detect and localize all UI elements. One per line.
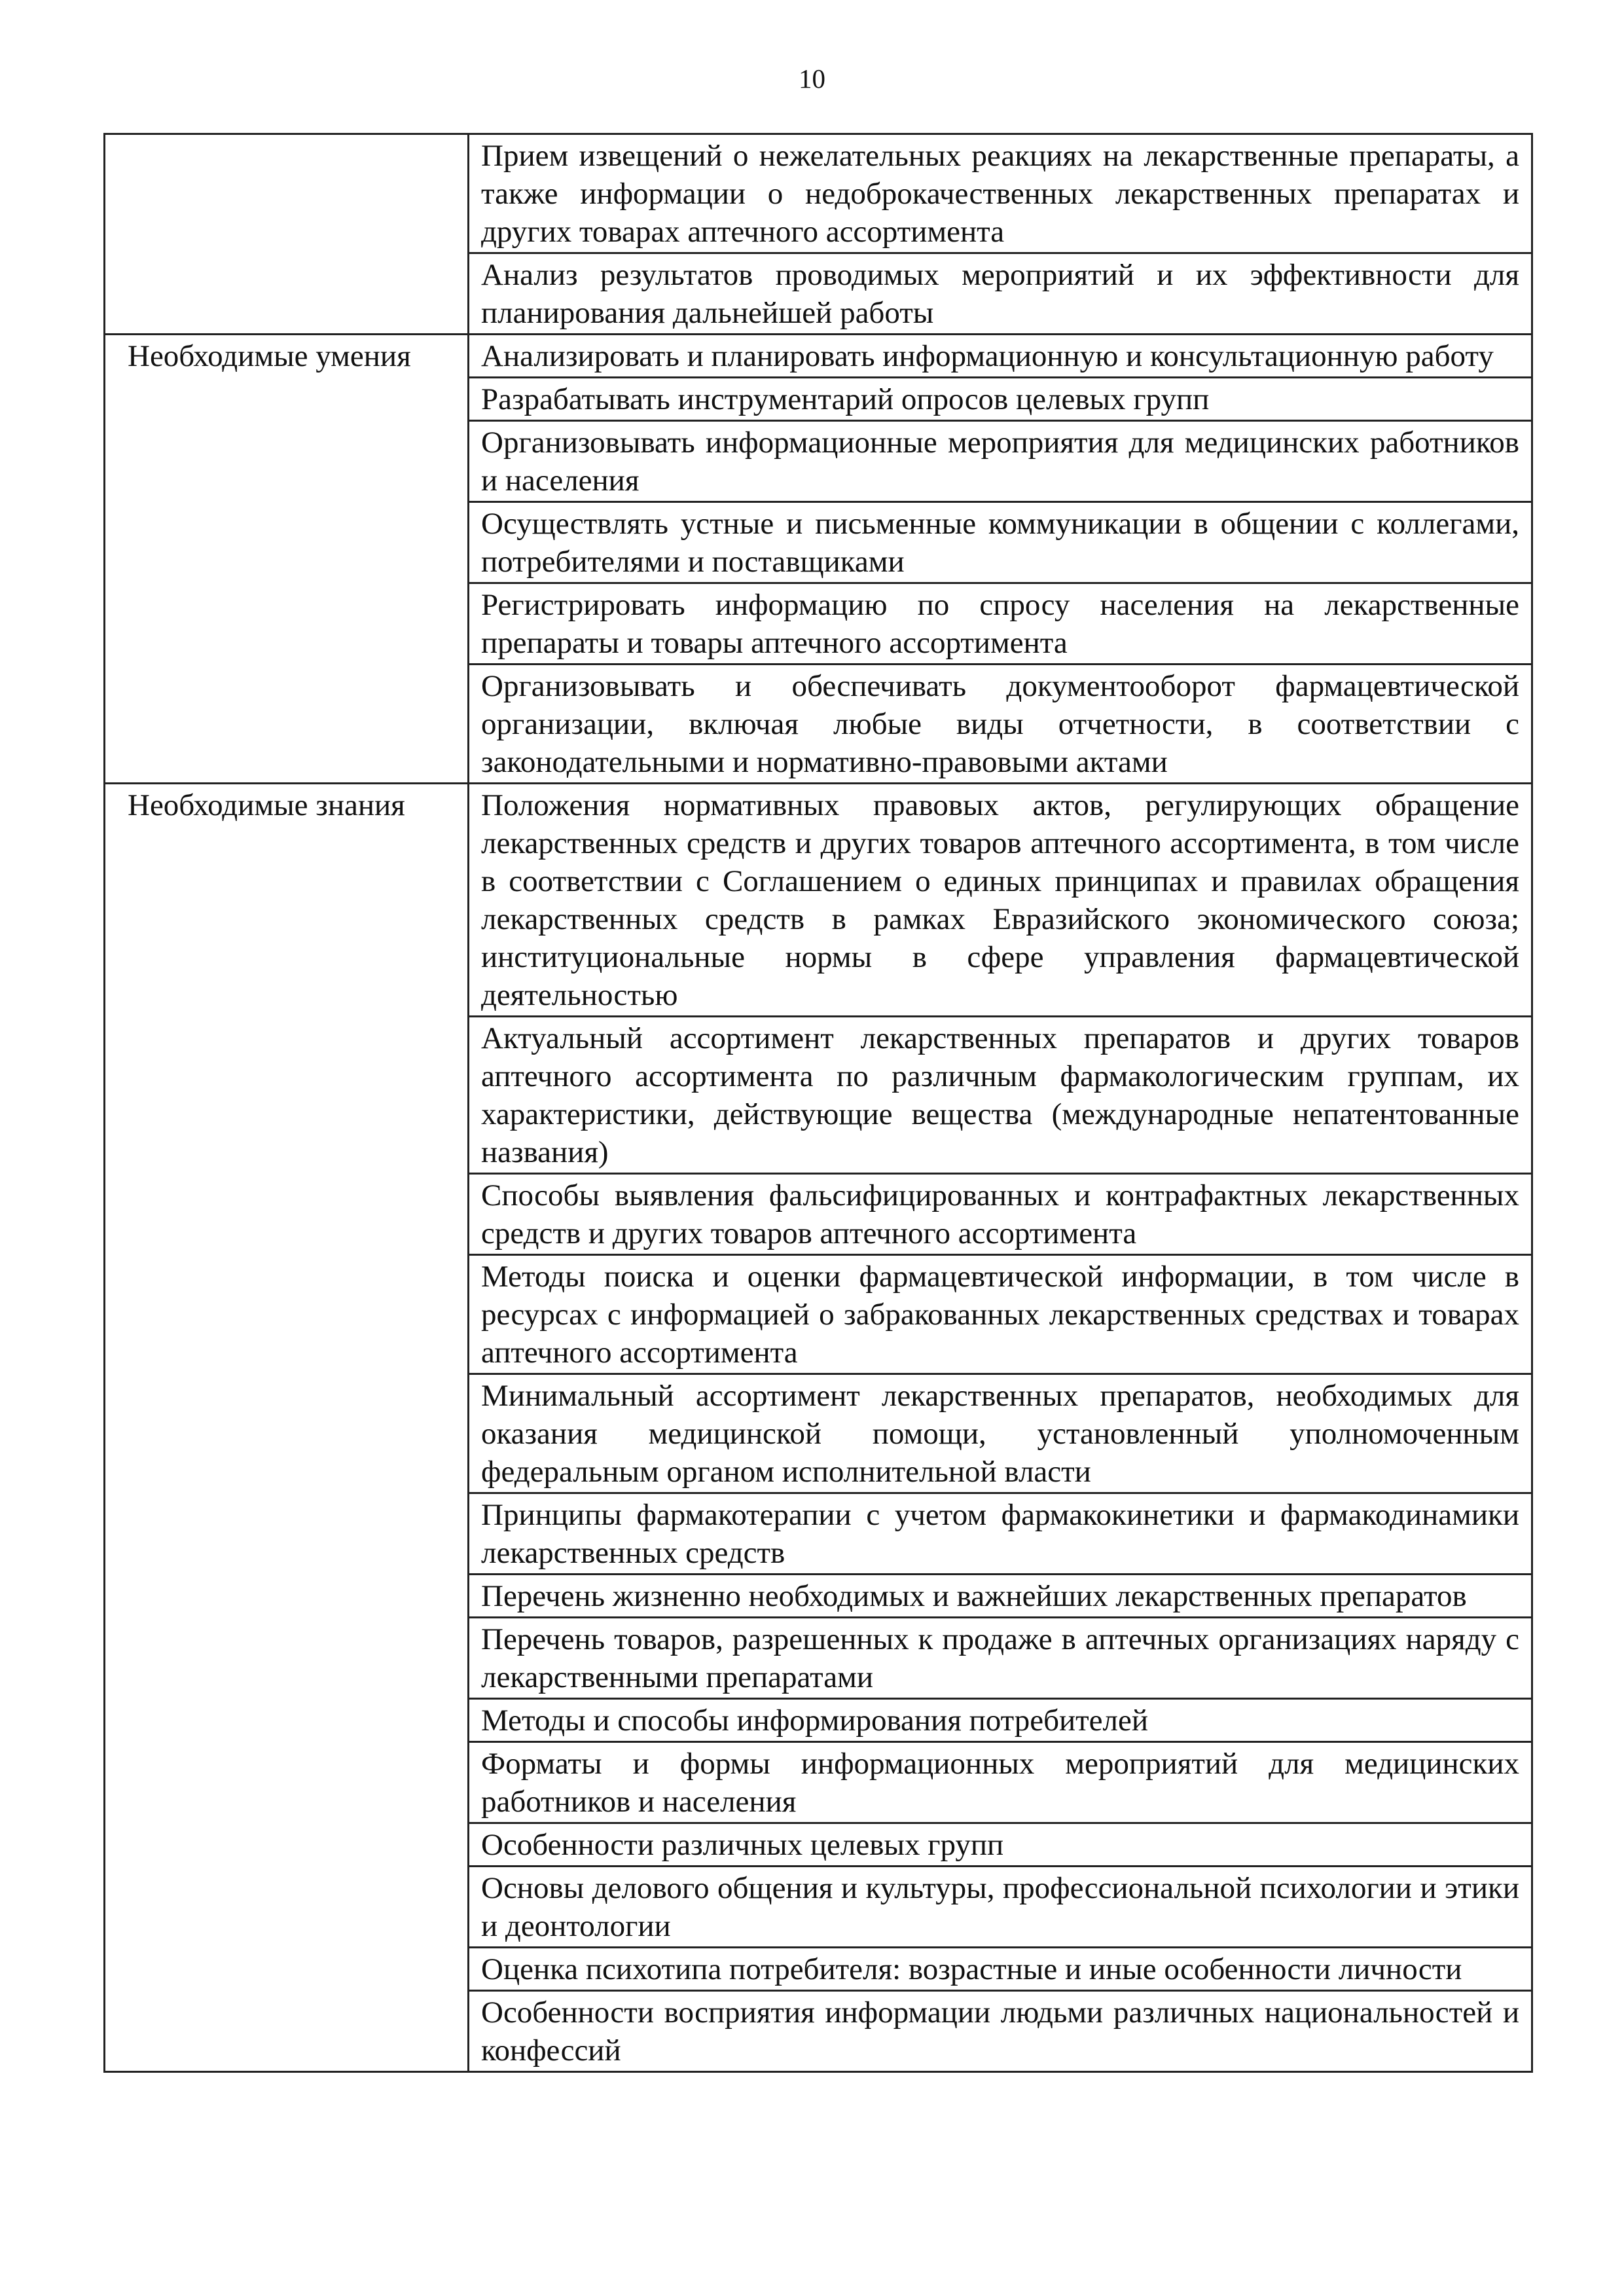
skill-row-5: Регистрировать информацию по спросу населения на лекарственные препараты и товары аптечного ассортимента (469, 583, 1532, 665)
knowledge-row-2: Актуальный ассортимент лекарственных препаратов и других товаров аптечного ассортимента по различным фармакологическим группам, их характеристики, действующие вещества (международные непатентованные названия) (469, 1017, 1532, 1174)
competency-table (103, 133, 1533, 2073)
page-number: 10 (799, 64, 825, 94)
skill-row-6: Организовывать и обеспечивать документооборот фармацевтической организации, включая любые виды отчетности, в соответствии с законодательными и нормативно-правовыми актами (469, 665, 1532, 784)
table-row (105, 784, 1532, 1017)
skill-row-3: Организовывать информационные мероприятия для медицинских работников и населения (469, 421, 1532, 502)
knowledge-row-6: Принципы фармакотерапии с учетом фармакокинетики и фармакодинамики лекарственных средств (469, 1493, 1532, 1575)
knowledge-row-13: Оценка психотипа потребителя: возрастные и иные особенности личности (469, 1948, 1532, 1991)
table-row (105, 335, 1532, 378)
knowledge-row-1: Положения нормативных правовых актов, регулирующих обращение лекарственных средств и других товаров аптечного ассортимента, в том числе в соответствии с Соглашением о единых принципах и правилах обращения лекарственных средств в рамках Евразийского экономического союза; институциональные нормы в сфере управления фармацевтической деятельностью (469, 784, 1532, 1017)
knowledge-label: Необходимые знания (105, 784, 469, 2072)
knowledge-row-5: Минимальный ассортимент лекарственных препаратов, необходимых для оказания медицинской помощи, установленный уполномоченным федеральным органом исполнительной власти (469, 1374, 1532, 1493)
knowledge-row-11: Особенности различных целевых групп (469, 1823, 1532, 1867)
knowledge-row-7: Перечень жизненно необходимых и важнейших лекарственных препаратов (469, 1575, 1532, 1618)
skills-label: Необходимые умения (105, 335, 469, 784)
skill-row-1: Анализировать и планировать информационную и консультационную работу (469, 335, 1532, 378)
knowledge-row-14: Особенности восприятия информации людьми различных национальностей и конфессий (469, 1991, 1532, 2072)
skill-row-4: Осуществлять устные и письменные коммуникации в общении с коллегами, потребителями и поставщиками (469, 502, 1532, 583)
knowledge-row-8: Перечень товаров, разрешенных к продаже в аптечных организациях наряду с лекарственными препаратами (469, 1618, 1532, 1699)
table-row (105, 134, 1532, 253)
knowledge-row-10: Форматы и формы информационных мероприятий для медицинских работников и населения (469, 1742, 1532, 1823)
continued-row-2: Анализ результатов проводимых мероприятий и их эффективности для планирования дальнейшей работы (469, 253, 1532, 335)
knowledge-row-4: Методы поиска и оценки фармацевтической информации, в том числе в ресурсах с информацией о забракованных лекарственных средствах и товарах аптечного ассортимента (469, 1255, 1532, 1374)
knowledge-row-12: Основы делового общения и культуры, профессиональной психологии и этики и деонтологии (469, 1867, 1532, 1948)
knowledge-row-9: Методы и способы информирования потребителей (469, 1699, 1532, 1742)
continued-row-1: Прием извещений о нежелательных реакциях на лекарственные препараты, а также информации о недоброкачественных лекарственных препаратах и других товарах аптечного ассортимента (469, 134, 1532, 253)
continued-label-cell (105, 134, 469, 335)
knowledge-row-3: Способы выявления фальсифицированных и контрафактных лекарственных средств и других товаров аптечного ассортимента (469, 1174, 1532, 1255)
skill-row-2: Разрабатывать инструментарий опросов целевых групп (469, 378, 1532, 421)
